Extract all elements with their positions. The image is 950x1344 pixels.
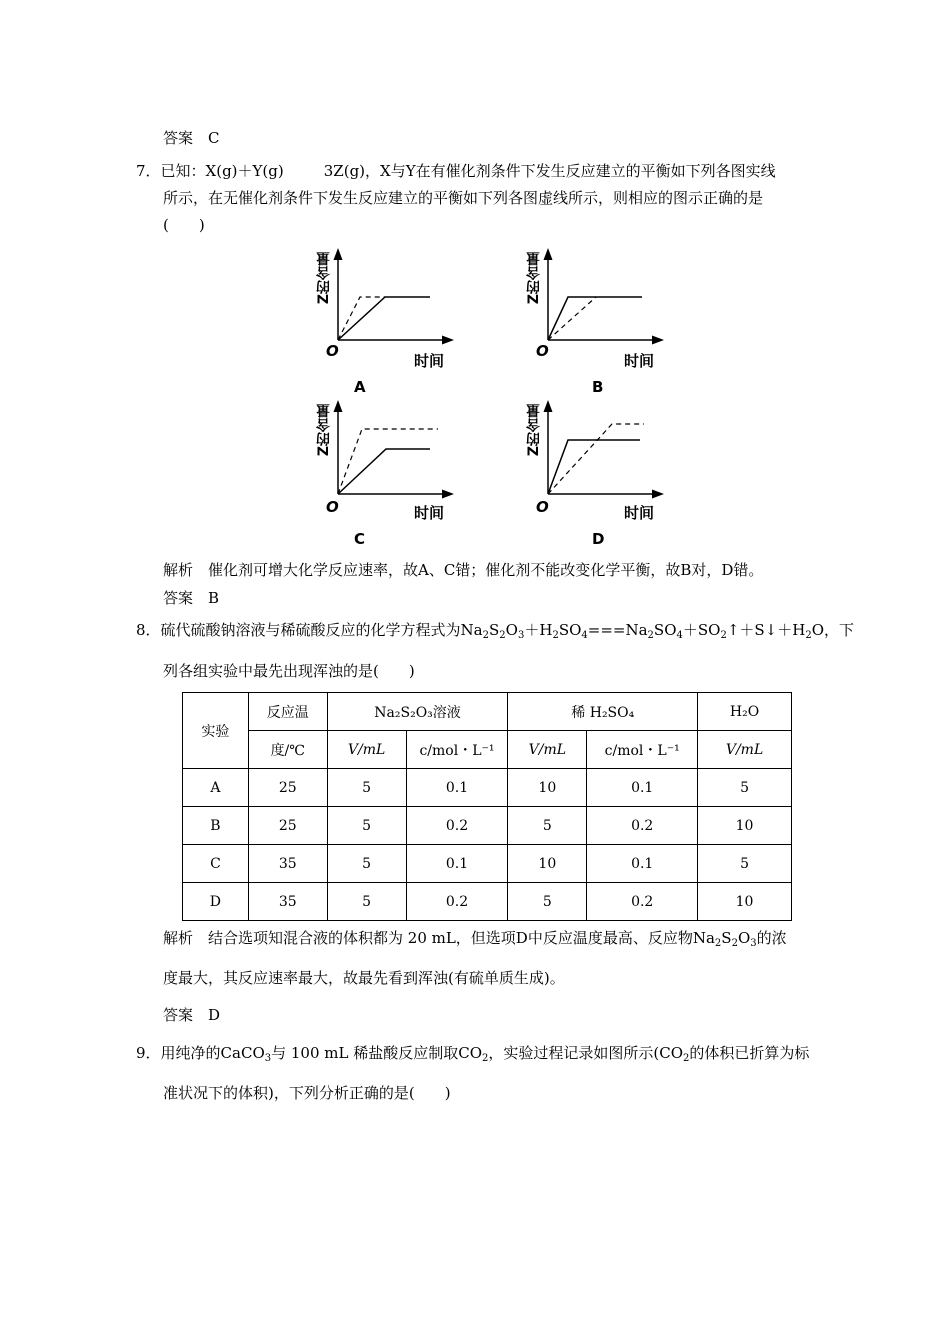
header-temperature-1: 反应温 [248,693,327,731]
q7-analysis: 解析 催化剂可增大化学反应速率，故A、C错；催化剂不能改变化学平衡，故B对，D错。 [163,561,764,579]
q8-line1: 8．硫代硫酸钠溶液与稀硫酸反应的化学方程式为$Na_2S_2O_3+H_2SO_4===Na_2SO_4+SO_2↑+S↓+H_2O$，下 [136,621,855,641]
origin-label: O [536,498,549,516]
q8-analysis-text-b: 的浓 [756,929,787,947]
table-cell: A [183,769,249,807]
q9-text-c: ，实验过程记录如图所示(CO [488,1044,684,1062]
q8-line2: 列各组实验中最先出现浑浊的是( ) [163,662,415,680]
table-cell: 0.2 [406,807,508,845]
origin-label: O [326,342,339,360]
q9-text-a: 9．用纯净的CaCO [136,1044,265,1062]
y-axis-label: Z的含量 [526,404,542,457]
table-cell: 0.1 [587,845,698,883]
q7-line3: ( ) [163,216,205,234]
table-cell: 5 [508,883,587,921]
q9-line2: 准状况下的体积)，下列分析正确的是( ) [163,1084,451,1102]
table-row [183,883,792,921]
q9-text-d: 的体积已折算为标 [689,1044,810,1062]
header-h2so4: 稀 H₂SO₄ [508,693,698,731]
table-cell: 25 [248,769,327,807]
q8-text-b: ＋SO [682,621,721,639]
q7-line2: 所示，在无催化剂条件下发生反应建立的平衡如下列各图虚线所示，则相应的图示正确的是 [163,189,764,207]
header-experiment: 实验 [183,693,249,769]
q8-answer: 答案 D [163,1006,221,1024]
graph-label-b: B [592,378,604,396]
header-na2s2o3: Na₂S₂O₃溶液 [327,693,508,731]
origin-label: O [326,498,339,516]
q8-analysis-line1: 解析 结合选项知混合液的体积都为 20 mL，但选项D中反应温度最高、反应物$Na_2S_2O_3$的浓 [163,929,787,949]
table-cell: 5 [327,807,406,845]
solid-curve [338,297,430,340]
q9-line1: 9．用纯净的CaCO$_3$与 100 mL 稀盐酸反应制取$CO_2$，实验过程记录如图所示($CO_2$的体积已折算为标 [136,1044,810,1064]
graph-label-a: A [354,378,366,396]
q7-line1 [136,161,776,181]
x-axis-label: 时间 [624,352,655,370]
table-cell: C [183,845,249,883]
table-row [183,845,792,883]
table-cell: 5 [698,769,792,807]
table-row [183,807,792,845]
table-cell: D [183,883,249,921]
table-cell: 5 [698,845,792,883]
table-cell: 10 [698,807,792,845]
table-cell: 0.1 [406,845,508,883]
x-axis-label: 时间 [414,352,445,370]
subheader-volume: V/mL [698,731,792,769]
q7-equation-left: 7．已知：X(g)＋Y(g) [136,162,284,180]
table-cell: 10 [698,883,792,921]
dashed-curve [548,297,596,340]
q6-answer: 答案 C [163,129,220,147]
x-axis-label: 时间 [624,504,655,522]
y-axis-label: Z的含量 [526,252,542,305]
table-cell: 35 [248,883,327,921]
subheader-concentration: c/mol・L⁻¹ [406,731,508,769]
table-cell: 0.2 [587,883,698,921]
q8-analysis-line2: 度最大，其反应速率最大，故最先看到浑浊(有硫单质生成)。 [163,969,565,987]
table-cell: 5 [327,883,406,921]
graph-label-c: C [354,530,366,548]
table-cell: 25 [248,807,327,845]
y-axis-label: Z的含量 [316,404,332,457]
y-axis-label: Z的含量 [316,252,332,305]
subheader-volume: V/mL [327,731,406,769]
table-cell: 10 [508,769,587,807]
table-cell: 5 [327,769,406,807]
table-cell: 0.1 [587,769,698,807]
q8-text-a: 8．硫代硫酸钠溶液与稀硫酸反应的化学方程式为Na [136,621,483,639]
table-cell: 5 [508,807,587,845]
subheader-concentration: c/mol・L⁻¹ [587,731,698,769]
graph-a [300,242,460,396]
header-temperature-2: 度/℃ [248,731,327,769]
q8-analysis-text-a: 解析 结合选项知混合液的体积都为 20 mL，但选项D中反应温度最高、反应物Na [163,929,715,947]
table-cell: 5 [327,845,406,883]
table-cell: B [183,807,249,845]
solid-curve [548,297,642,340]
graph-d [510,396,670,550]
graph-b [510,242,670,396]
table-cell: 0.2 [587,807,698,845]
table-cell: 10 [508,845,587,883]
q7-equation-right: 3Z(g)，X与Y在有催化剂条件下发生反应建立的平衡如下列各图实线 [323,162,776,180]
graph-c [300,396,460,550]
dashed-curve [338,429,438,494]
header-water: H₂O [698,693,792,731]
x-axis-label: 时间 [414,504,445,522]
graph-label-d: D [592,530,605,548]
q7-answer: 答案 B [163,589,220,607]
table-cell: 0.1 [406,769,508,807]
origin-label: O [536,342,549,360]
experiment-table [182,692,792,921]
solid-curve [548,440,640,494]
table-cell: 35 [248,845,327,883]
table-row [183,769,792,807]
q9-text-b: 与 100 mL 稀盐酸反应制取CO [271,1044,483,1062]
dashed-curve [548,424,644,494]
table-cell: 0.2 [406,883,508,921]
subheader-volume: V/mL [508,731,587,769]
